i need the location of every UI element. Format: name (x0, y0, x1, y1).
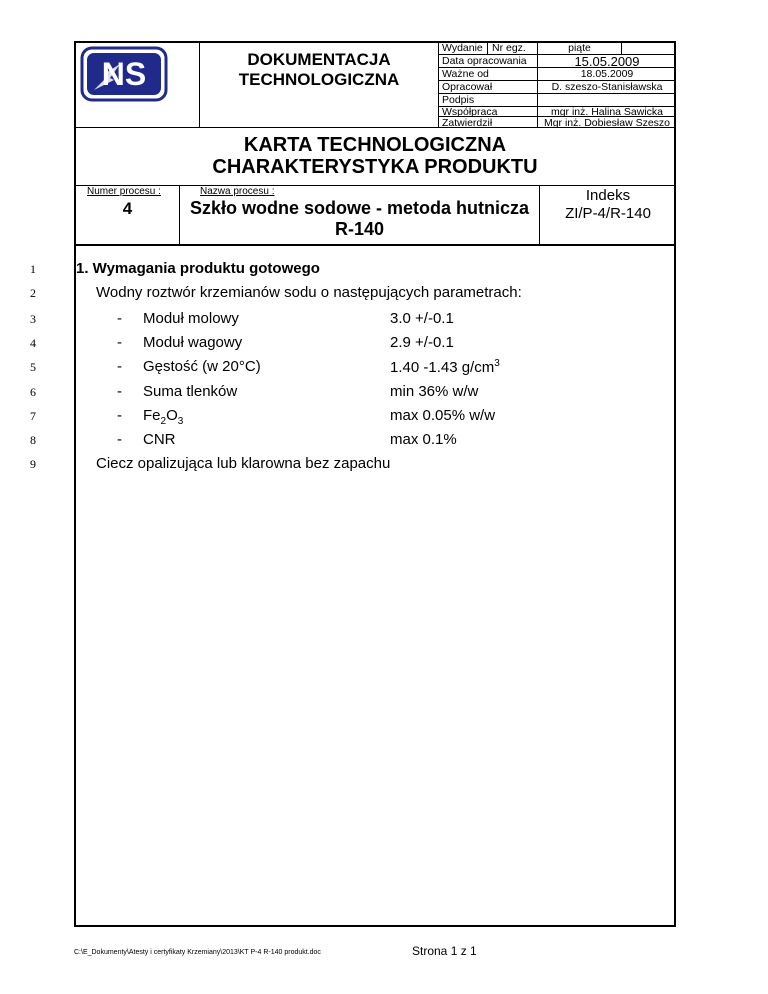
opracowal-label: Opracował (442, 81, 493, 93)
param-name: Moduł molowy (143, 310, 239, 327)
podpis-label: Podpis (442, 94, 475, 106)
param-value-sup: 3 (494, 358, 500, 369)
index-block (540, 187, 676, 223)
line-number: 8 (30, 433, 36, 447)
param-value: max 0.1% (390, 431, 457, 448)
wspolpraca-label: Współpraca (442, 106, 498, 118)
doc-title-line2: TECHNOLOGICZNA (238, 70, 400, 89)
process-name-line2: R-140 (334, 219, 385, 239)
line-number: 9 (30, 457, 36, 471)
zatwierdzil-label: Zatwierdził (442, 117, 493, 129)
process-number-label: Numer procesu : (87, 186, 161, 197)
formula-fe: Fe (143, 407, 161, 424)
doc-title-line1: DOKUMENTACJA (247, 50, 391, 69)
list-dash: - (117, 310, 122, 327)
section-title: 1. Wymagania produktu gotowego (76, 260, 320, 277)
closing-text: Ciecz opalizująca lub klarowna bez zapachu (96, 455, 391, 472)
wydanie-value: piąte (568, 42, 591, 54)
footer-page: Strona 1 z 1 (412, 944, 477, 958)
line-number: 4 (30, 336, 36, 350)
card-title-line2: CHARAKTERYSTYKA PRODUKTU (212, 156, 538, 178)
index-value: ZI/P-4/R-140 (565, 205, 651, 222)
zatwierdzil-value: Mgr inż. Dobiesław Szeszo (543, 117, 671, 129)
list-dash: - (117, 407, 122, 424)
list-dash: - (117, 358, 122, 375)
line-number: 2 (30, 286, 36, 300)
header-divider-value (621, 41, 622, 54)
list-dash: - (117, 383, 122, 400)
formula-sub1: 2 (160, 416, 167, 427)
card-title (76, 134, 674, 178)
process-name (180, 198, 539, 240)
wazne-od-value: 18.05.2009 (580, 68, 634, 80)
company-logo (80, 46, 168, 102)
param-value-text: 1.40 -1.43 g/cm (390, 359, 495, 376)
process-name-line1: Szkło wodne sodowe - metoda hutnicza (189, 198, 530, 218)
wazne-od-label: Ważne od (442, 68, 489, 80)
logo-text: NS (101, 56, 147, 92)
process-bottom-rule (74, 244, 676, 246)
intro-text: Wodny roztwór krzemianów sodu o następujących parametrach: (96, 284, 522, 301)
line-number: 5 (30, 360, 36, 374)
process-name-label: Nazwa procesu : (200, 186, 275, 197)
process-number: 4 (122, 199, 133, 218)
list-dash: - (117, 431, 122, 448)
line-number: 3 (30, 312, 36, 326)
doc-title (200, 50, 438, 90)
param-value: min 36% w/w (390, 383, 479, 400)
param-name-formula (143, 407, 183, 427)
param-value (390, 358, 500, 376)
param-name: Gęstość (w 20°C) (143, 358, 261, 375)
param-value: 2.9 +/-0.1 (390, 334, 454, 351)
param-name: CNR (143, 431, 176, 448)
index-label: Indeks (585, 187, 631, 204)
process-top-rule (74, 185, 676, 186)
formula-sub2: 3 (177, 416, 184, 427)
data-opracowania-label: Data opracowania (442, 55, 527, 67)
param-name: Moduł wagowy (143, 334, 243, 351)
footer-path: C:\E_Dokumenty\Atesty i certyfikaty Krzemiany\2013\KT P-4 R-140 produkt.doc (74, 949, 321, 956)
param-value: 3.0 +/-0.1 (390, 310, 454, 327)
data-opracowania-value: 15.05.2009 (574, 54, 640, 69)
line-number: 6 (30, 385, 36, 399)
card-title-line1: KARTA TECHNOLOGICZNA (243, 134, 507, 156)
wspolpraca-value: mgr inż. Halina Sawicka (550, 106, 664, 118)
opracowal-value: D. szeszo-Stanisławska (551, 81, 663, 93)
line-number: 7 (30, 409, 36, 423)
header-divider-nr (487, 41, 488, 54)
param-name: Suma tlenków (143, 383, 238, 400)
formula-o: O (166, 407, 178, 424)
list-dash: - (117, 334, 122, 351)
nr-egz-label: Nr egz. (492, 42, 526, 54)
line-number: 1 (30, 262, 36, 276)
param-value: max 0.05% w/w (390, 407, 496, 424)
wydanie-label: Wydanie (442, 42, 483, 54)
